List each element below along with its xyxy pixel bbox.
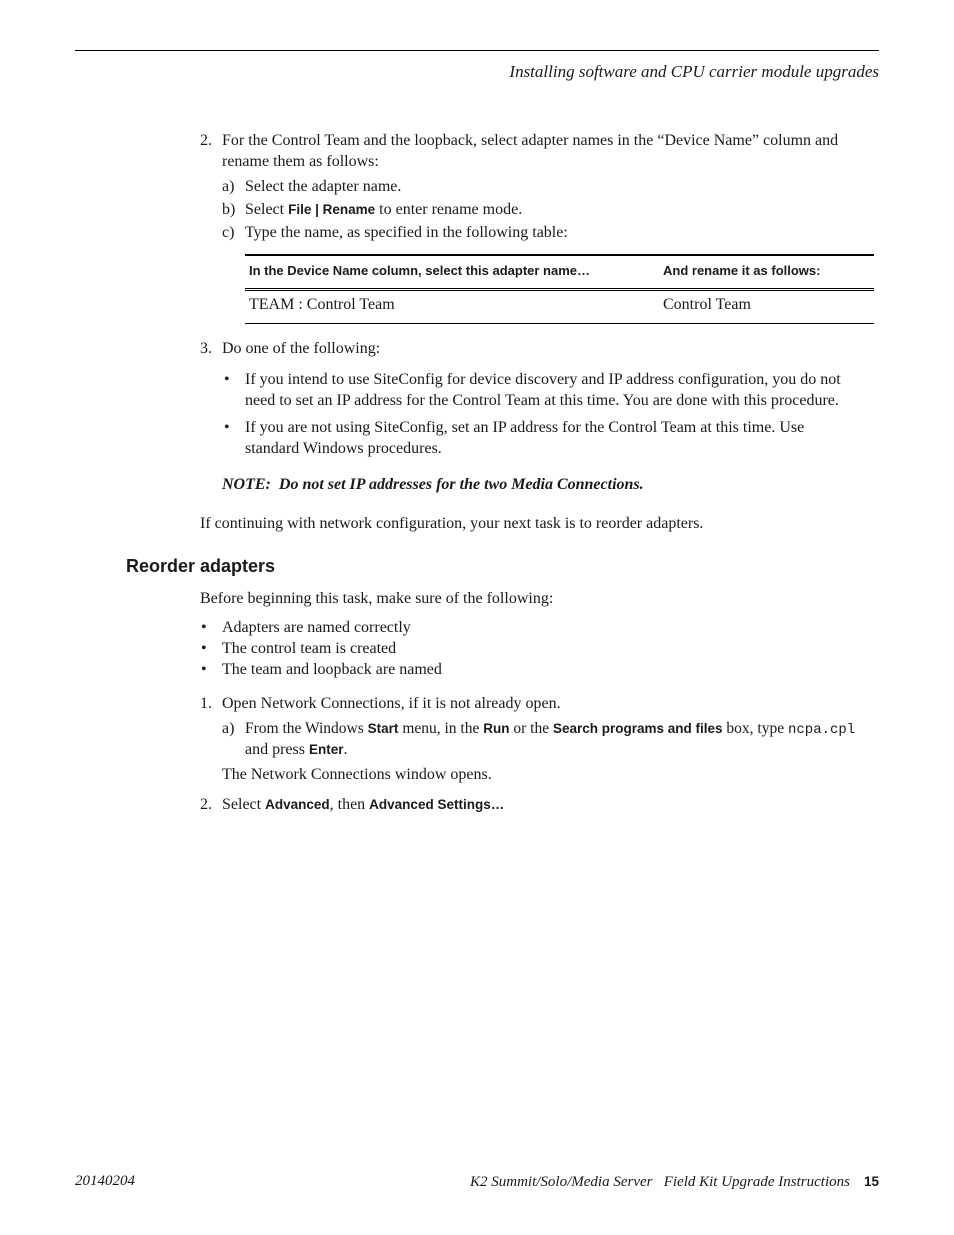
reorder-step1-text: Open Network Connections, if it is not already open.: [222, 695, 561, 712]
table-header-col1: In the Device Name column, select this adapter name…: [245, 255, 659, 290]
bullet-marker: •: [224, 371, 230, 388]
continue-text: If continuing with network configuration, your next task is to reorder adapters.: [200, 515, 704, 532]
step3-bullet2-line1: If you are not using SiteConfig, set an IP address for the Control Team at this time. Use: [245, 419, 805, 436]
reorder-substep-a-line1: [245, 718, 855, 741]
reorder-result: The Network Connections window opens.: [222, 766, 492, 783]
bullet-marker: •: [224, 419, 230, 436]
footer-date: 20140204: [75, 1173, 135, 1189]
table-header-row: [245, 255, 874, 290]
ui-term-advanced: Advanced: [265, 797, 330, 812]
step2-number: 2.: [200, 132, 212, 149]
header-rule: [75, 50, 879, 51]
reorder-substep-a-line2: [245, 739, 348, 760]
text-run: , then: [329, 796, 370, 813]
step3-bullet1-line1: If you intend to use SiteConfig for device discovery and IP address configuration, you do not: [245, 371, 841, 388]
list-item: The team and loopback are named: [222, 661, 442, 678]
reorder-step2-number: 2.: [200, 796, 212, 813]
reorder-step2-text: [222, 794, 504, 815]
reorder-step1-number: 1.: [200, 695, 212, 712]
step3-bullet2-line2: standard Windows procedures.: [245, 440, 442, 457]
table-header-col2: And rename it as follows:: [659, 255, 874, 290]
step2-line2: rename them as follows:: [222, 153, 379, 170]
step2-line1: For the Control Team and the loopback, select adapter names in the “Device Name” column and: [222, 132, 839, 149]
footer-right: [470, 1171, 879, 1193]
section-heading: Reorder adapters: [126, 556, 276, 576]
substep-b-pre: Select: [245, 201, 289, 218]
ui-term-enter: Enter: [308, 742, 344, 757]
list-item: Adapters are named correctly: [222, 619, 411, 636]
text-run: From the Windows: [245, 720, 368, 737]
text-run: and press: [245, 741, 309, 758]
bullet-marker: •: [201, 619, 207, 636]
table-cell: TEAM : Control Team: [245, 290, 659, 324]
step3-number: 3.: [200, 340, 212, 357]
text-run: Select: [222, 796, 266, 813]
substep-c-text: Type the name, as specified in the following table:: [245, 224, 568, 241]
substep-c-label: c): [222, 224, 235, 241]
ui-term-start: Start: [367, 721, 399, 736]
footer-doc-title: K2 Summit/Solo/Media Server Field Kit Upgrade Instructions: [470, 1174, 850, 1190]
running-header: Installing software and CPU carrier module upgrades: [509, 62, 879, 81]
menu-path-file-rename: File | Rename: [288, 202, 376, 217]
reorder-substep-a-label: a): [222, 720, 235, 737]
substep-b-post: to enter rename mode.: [375, 201, 523, 218]
text-run: menu, in the: [398, 720, 484, 737]
page-number: 15: [863, 1174, 879, 1189]
rename-table: [245, 254, 874, 324]
substep-a-text: Select the adapter name.: [245, 178, 402, 195]
note: NOTE: Do not set IP addresses for the two Media Connections.: [222, 476, 644, 493]
command-ncpa: ncpa.cpl: [787, 722, 856, 738]
substep-a-label: a): [222, 178, 235, 195]
step3-text: Do one of the following:: [222, 340, 381, 357]
ui-term-search: Search programs and files: [552, 721, 723, 736]
text-run: box, type: [722, 720, 788, 737]
bullet-marker: •: [201, 640, 207, 657]
text-run: or the: [509, 720, 553, 737]
table-cell: Control Team: [659, 290, 874, 324]
substep-b-text: [245, 199, 522, 220]
text-run: .: [343, 741, 348, 758]
substep-b-label: b): [222, 201, 236, 218]
section-intro: Before beginning this task, make sure of the following:: [200, 590, 554, 607]
bullet-marker: •: [201, 661, 207, 678]
list-item: The control team is created: [222, 640, 397, 657]
ui-term-advanced-settings: Advanced Settings…: [369, 797, 505, 812]
ui-term-run: Run: [483, 721, 510, 736]
step3-bullet1-line2: need to set an IP address for the Control Team at this time. You are done with this procedure.: [245, 392, 839, 409]
table-row: [245, 290, 874, 324]
